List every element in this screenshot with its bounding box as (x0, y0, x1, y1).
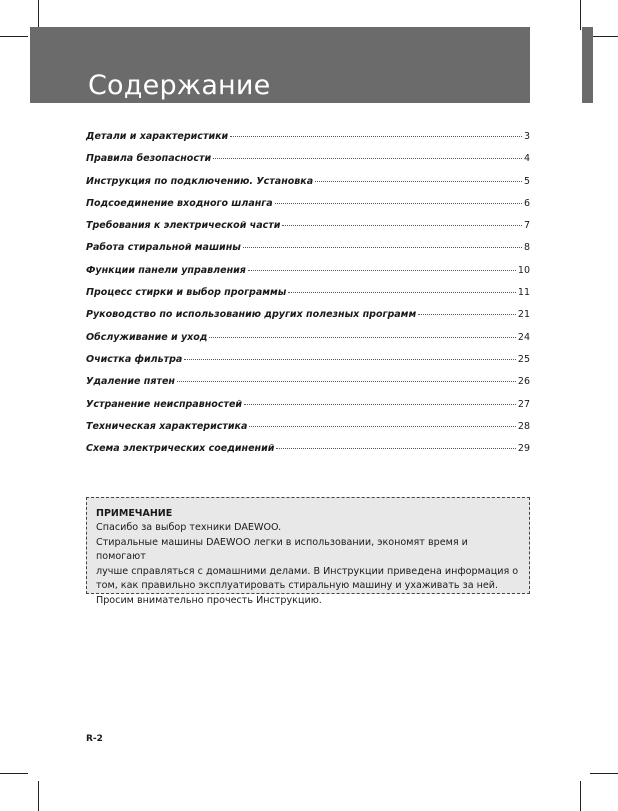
toc-dot-leader (243, 247, 522, 248)
toc-entry-page: 25 (517, 353, 530, 365)
crop-mark (0, 773, 28, 774)
note-line: Спасибо за выбор техники DAEWOO. (96, 522, 282, 533)
note-title: ПРИМЕЧАНИЕ (96, 508, 173, 519)
toc-dot-leader (288, 292, 516, 293)
toc-dot-leader (282, 225, 522, 226)
toc-entry-page: 21 (517, 309, 530, 321)
toc-dot-leader (209, 337, 515, 338)
toc-entry-page: 29 (517, 443, 530, 455)
toc-entry-label: Функции панели управления (86, 264, 246, 276)
crop-mark (590, 36, 618, 37)
toc-entry-page: 3 (523, 131, 530, 142)
toc-entry-label: Детали и характеристики (86, 131, 229, 142)
crop-mark (0, 36, 28, 37)
table-of-contents (86, 131, 530, 465)
toc-entry[interactable] (86, 287, 530, 309)
toc-entry-label: Очистка фильтра (86, 353, 183, 365)
side-tab (582, 27, 593, 103)
toc-dot-leader (418, 314, 516, 315)
toc-entry-page: 10 (517, 264, 530, 276)
toc-dot-leader (213, 158, 522, 159)
crop-mark (38, 781, 39, 811)
toc-entry-page: 11 (517, 287, 530, 299)
toc-entry-page: 7 (523, 220, 530, 232)
toc-dot-leader (184, 359, 516, 360)
toc-dot-leader (248, 270, 516, 271)
crop-mark (580, 781, 581, 811)
page-number: R-2 (86, 734, 103, 744)
toc-dot-leader (244, 404, 516, 405)
note-text (96, 521, 520, 609)
toc-entry-label: Руководство по использованию других полезных программ (86, 309, 417, 321)
toc-entry-page: 28 (517, 420, 530, 432)
toc-entry[interactable] (86, 220, 530, 242)
toc-entry-label: Обслуживание и уход (86, 331, 208, 343)
note-line: том, как правильно эксплуатировать стиральную машину и ухаживать за ней. (96, 580, 499, 592)
toc-dot-leader (249, 426, 516, 427)
toc-entry[interactable] (86, 376, 530, 398)
toc-entry-page: 8 (523, 242, 530, 254)
toc-entry-label: Правила безопасности (86, 153, 212, 165)
toc-entry[interactable] (86, 309, 530, 331)
toc-dot-leader (276, 448, 515, 449)
toc-entry-label: Процесс стирки и выбор программы (86, 287, 287, 299)
toc-entry[interactable] (86, 198, 530, 220)
toc-entry[interactable] (86, 332, 530, 354)
toc-entry[interactable] (86, 242, 530, 264)
toc-entry-label: Инструкция по подключению. Установка (86, 175, 314, 187)
toc-dot-leader (315, 181, 522, 182)
toc-entry-label: Техническая характеристика (86, 420, 248, 432)
crop-mark (580, 0, 581, 30)
toc-entry-label: Устранение неисправностей (86, 398, 243, 410)
note-box (86, 497, 530, 606)
toc-entry-label: Работа стиральной машины (86, 242, 241, 254)
toc-entry-page: 5 (523, 175, 530, 187)
toc-entry-label: Требования к электрической части (86, 220, 281, 232)
toc-entry[interactable] (86, 399, 530, 421)
page-title: Содержание (88, 70, 271, 101)
toc-entry-page: 26 (517, 376, 530, 388)
crop-mark (590, 773, 618, 774)
toc-dot-leader (275, 203, 522, 204)
note-line: лучше справляться с домашними делами. В Инструкции приведена информация о (96, 565, 519, 577)
toc-entry[interactable] (86, 153, 530, 175)
toc-entry[interactable] (86, 265, 530, 287)
toc-entry[interactable] (86, 131, 530, 153)
toc-entry-label: Удаление пятен (86, 376, 175, 388)
toc-entry-page: 24 (517, 331, 530, 343)
toc-entry-label: Подсоединение входного шланга (86, 197, 273, 209)
crop-mark (38, 0, 39, 30)
toc-entry-label: Схема электрических соединений (86, 443, 275, 455)
note-line: Стиральные машины DAEWOO легки в использовании, экономят время и помогают (96, 536, 468, 563)
toc-entry[interactable] (86, 443, 530, 465)
toc-entry-page: 6 (523, 197, 530, 209)
toc-dot-leader (230, 136, 522, 137)
toc-dot-leader (177, 381, 516, 382)
toc-entry-page: 27 (517, 398, 530, 410)
toc-entry[interactable] (86, 176, 530, 198)
toc-entry[interactable] (86, 421, 530, 443)
toc-entry-page: 4 (523, 153, 530, 165)
note-line: Просим внимательно прочесть Инструкцию. (96, 594, 322, 606)
toc-entry[interactable] (86, 354, 530, 376)
